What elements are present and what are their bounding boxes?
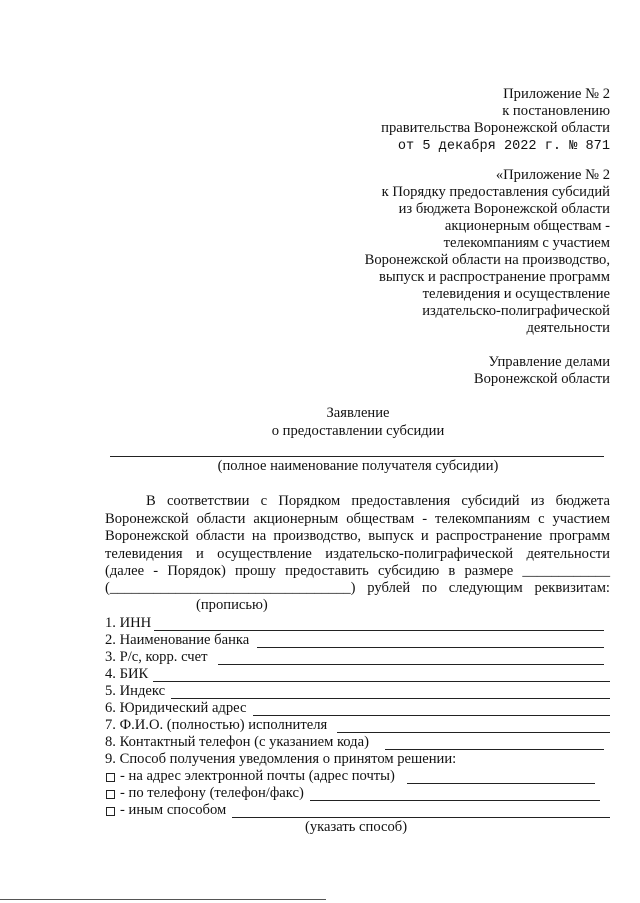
recipient-name-line bbox=[110, 456, 604, 457]
field-line bbox=[337, 732, 610, 733]
addressee-line: Управление делами bbox=[488, 354, 610, 370]
appendix-line: к постановлению bbox=[502, 103, 610, 119]
procedure-appendix-line: издательско-полиграфической bbox=[422, 303, 610, 319]
field-line bbox=[310, 800, 600, 801]
field-label: 2. Наименование банка bbox=[105, 632, 250, 648]
field-label: 7. Ф.И.О. (полностью) исполнителя bbox=[105, 717, 328, 733]
field-label: 3. Р/с, корр. счет bbox=[105, 649, 208, 665]
paragraph-line: В соответствии с Порядком предоставления субсидий из бюджета bbox=[146, 493, 610, 509]
paragraph-line: Воронежской области акционерным обществам - телекомпаниям с участием bbox=[105, 511, 610, 527]
phone-option-checkbox[interactable] bbox=[106, 790, 115, 799]
field-line bbox=[385, 749, 604, 750]
paragraph-line: Воронежской области на производство, выпуск и распространение программ bbox=[105, 528, 610, 544]
field-label: 8. Контактный телефон (с указанием кода) bbox=[105, 734, 369, 750]
decree-date-number: от 5 декабря 2022 г. № 871 bbox=[397, 139, 610, 154]
email-option-checkbox[interactable] bbox=[106, 773, 115, 782]
appendix-line: правительства Воронежской области bbox=[381, 120, 610, 136]
procedure-appendix-line: акционерным обществам - bbox=[444, 218, 610, 234]
field-label: 5. Индекс bbox=[105, 683, 166, 699]
document-subtitle: о предоставлении субсидии bbox=[271, 423, 445, 439]
paragraph-line: (_________________________________) рублей по следующим реквизитам: bbox=[105, 580, 610, 596]
procedure-appendix-line: «Приложение № 2 bbox=[495, 167, 610, 183]
document-title: Заявление bbox=[326, 405, 390, 421]
field-line bbox=[153, 681, 610, 682]
field-label: 4. БИК bbox=[105, 666, 149, 682]
paragraph-line: телевидения и осуществление издательско-полиграфической деятельности bbox=[105, 546, 610, 562]
procedure-appendix-line: телевидения и осуществление bbox=[422, 286, 610, 302]
procedure-appendix-line: телекомпаниям с участием bbox=[443, 235, 610, 251]
amount-words-caption: (прописью) bbox=[196, 597, 268, 613]
field-label: 6. Юридический адрес bbox=[105, 700, 247, 716]
appendix-number: Приложение № 2 bbox=[503, 86, 610, 102]
field-line bbox=[171, 698, 610, 699]
notify-option-label: - на адрес электронной почты (адрес почты) bbox=[120, 768, 395, 784]
notify-option-label: - иным способом bbox=[120, 802, 227, 818]
procedure-appendix-line: к Порядку предоставления субсидий bbox=[381, 184, 610, 200]
field-line bbox=[232, 817, 610, 818]
field-label: 9. Способ получения уведомления о принятом решении: bbox=[105, 751, 457, 767]
field-line bbox=[253, 715, 610, 716]
field-label: 1. ИНН bbox=[105, 615, 152, 631]
field-line bbox=[218, 664, 604, 665]
procedure-appendix-line: деятельности bbox=[526, 320, 610, 336]
field-line bbox=[407, 783, 595, 784]
field-line bbox=[257, 647, 604, 648]
addressee-line: Воронежской области bbox=[473, 371, 610, 387]
field-line bbox=[154, 630, 604, 631]
notify-option-label: - по телефону (телефон/факс) bbox=[120, 785, 304, 801]
other-method-caption: (указать способ) bbox=[305, 819, 408, 835]
other-option-checkbox[interactable] bbox=[106, 807, 115, 816]
procedure-appendix-line: Воронежской области на производство, bbox=[364, 252, 610, 268]
paragraph-line: (далее - Порядок) прошу предоставить субсидию в размере ____________ bbox=[105, 563, 610, 579]
procedure-appendix-line: выпуск и распространение программ bbox=[379, 269, 610, 285]
procedure-appendix-line: из бюджета Воронежской области bbox=[398, 201, 610, 217]
recipient-caption: (полное наименование получателя субсидии) bbox=[217, 458, 499, 474]
page-bottom-edge-line bbox=[0, 899, 326, 900]
